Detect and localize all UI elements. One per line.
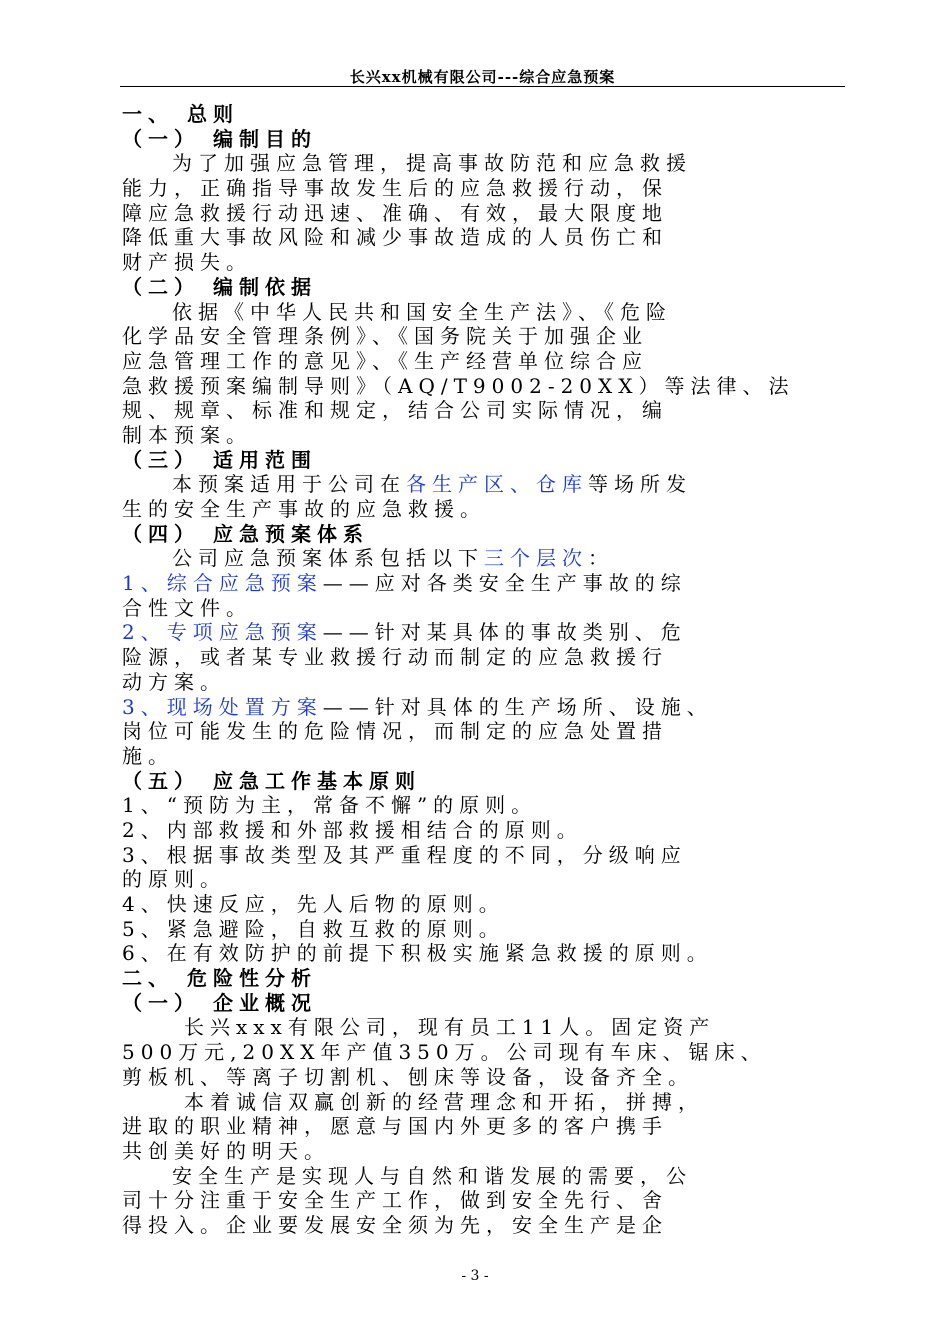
line-text: 财产损失。 [122,250,252,275]
line-text: 进取的职业精神，愿意与国内外更多的客户携手 [122,1114,668,1139]
line-text: 险源，或者某专业救援行动而制定的应急救援行 [122,645,668,670]
line-text: 6、在有效防护的前提下积极实施紧急救援的原则。 [122,941,713,966]
line-text: 动方案。 [122,669,226,694]
running-header: 长兴xx机械有限公司---综合应急预案 [349,68,616,86]
line-text: 1、“预防为主，常备不懈”的原则。 [122,793,538,818]
text-line [122,941,834,966]
text-line [122,719,834,744]
line-text: 化学品安全管理条例》、《国务院关于加强企业 [122,324,648,349]
text-line [122,695,834,720]
text-line [122,867,834,892]
section-heading [122,522,834,547]
line-text: 急救援预案编制导则》（AQ/T9002-20XX）等法律、法 [122,373,795,398]
line-text: 的原则。 [122,867,226,892]
text-line [122,645,834,670]
line-text-rest: 等场所发 [588,472,692,497]
text-line [122,398,834,423]
line-text-rest: ： [588,546,614,571]
header-divider [120,86,845,87]
text-line [122,1164,834,1189]
text-line [122,374,834,399]
line-text: 3、根据事故类型及其严重程度的不同，分级响应 [122,842,687,867]
line-text: 二、 危险性分析 [122,966,317,991]
text-line [122,546,834,571]
line-text: 公司应急预案体系包括以下 [172,546,484,571]
text-line [122,744,834,769]
text-line [122,1040,834,1065]
line-text: 本着诚信双赢创新的经营理念和开拓，拼搏， [184,1089,704,1114]
line-text: 剪板机、等离子切割机、刨床等设备，设备齐全。 [122,1064,694,1089]
line-text: （一） 企业概况 [122,990,317,1015]
highlighted-text: 3、现场处置方案 [122,694,323,719]
line-text: 能力，正确指导事故发生后的应急救援行动，保 [122,176,668,201]
text-line [122,620,834,645]
line-text-rest: ——针对具体的生产场所、设施、 [322,694,713,719]
text-line [122,250,834,275]
section-heading [122,448,834,473]
section-heading [122,102,834,127]
highlighted-text: 三个层次 [484,546,588,571]
text-line [122,1065,834,1090]
line-text: 共创美好的明天。 [122,1138,330,1163]
line-text: 依据《中华人民共和国安全生产法》、《危险 [172,299,672,324]
line-text: （二） 编制依据 [122,274,317,299]
text-line [122,892,834,917]
line-text: 岗位可能发生的危险情况，而制定的应急处置措 [122,719,668,744]
text-line [122,670,834,695]
text-line [122,497,834,522]
document-body [122,102,834,1238]
text-line [122,1188,834,1213]
line-text: （四） 应急预案体系 [122,521,369,546]
text-line [122,151,834,176]
line-text: 规、规章、标准和规定，结合公司实际情况，编 [122,398,668,423]
line-text: 本预案适用于公司在 [172,472,406,497]
text-line [122,818,834,843]
text-line [122,225,834,250]
line-text: 司十分注重于安全生产工作，做到安全先行、舍 [122,1188,668,1213]
line-text-rest: ——针对某具体的事故类别、危 [322,620,687,645]
text-line [122,300,834,325]
text-line [122,1090,834,1115]
text-line [122,1114,834,1139]
line-text: （三） 适用范围 [122,447,317,472]
text-line [122,472,834,497]
section-heading [122,275,834,300]
line-text: 得投入。企业要发展安全须为先，安全生产是企 [122,1212,668,1237]
text-line [122,423,834,448]
highlighted-text: 2、专项应急预案 [122,620,323,645]
text-line [122,176,834,201]
line-text: 安全生产是实现人与自然和谐发展的需要，公 [172,1163,692,1188]
line-text: 制本预案。 [122,422,252,447]
line-text: 为了加强应急管理，提高事故防范和应急救援 [172,151,692,176]
text-line [122,571,834,596]
line-text: 施。 [122,743,174,768]
text-line [122,324,834,349]
text-line [122,843,834,868]
section-heading [122,769,834,794]
text-line [122,596,834,621]
line-text: 4、快速反应，先人后物的原则。 [122,892,505,916]
line-text: 降低重大事故风险和减少事故造成的人员伤亡和 [122,225,668,250]
line-text: 500万元,20XX年产值350万。公司现有车床、锯床、 [122,1040,767,1065]
text-line [122,201,834,226]
text-line [122,1139,834,1164]
text-line [122,917,834,942]
text-line [122,1015,834,1040]
line-text: 2、内部救援和外部救援相结合的原则。 [122,817,583,842]
text-line [122,349,834,374]
line-text: （五） 应急工作基本原则 [122,768,421,793]
line-text-rest: ——应对各类安全生产事故的综 [322,571,687,596]
line-text: 一、 总则 [122,102,239,126]
line-text: 生的安全生产事故的应急救援。 [122,497,486,521]
line-text: 障应急救援行动迅速、准确、有效，最大限度地 [122,200,668,225]
text-line [122,793,834,818]
section-heading [122,966,834,991]
line-text: 5、紧急避险，自救互救的原则。 [122,916,505,941]
highlighted-text: 1、综合应急预案 [122,571,323,596]
line-text: 长兴xxx有限公司，现有员工11人。固定资产 [184,1015,716,1040]
line-text: 合性文件。 [122,595,252,620]
highlighted-text: 各生产区、仓库 [406,472,588,497]
text-line [122,1213,834,1238]
section-heading [122,127,834,152]
section-heading [122,991,834,1016]
line-text: 应急管理工作的意见》、《生产经营单位综合应 [122,348,648,373]
line-text: （一） 编制目的 [122,126,317,151]
page-number: - 3 - [461,1268,489,1284]
